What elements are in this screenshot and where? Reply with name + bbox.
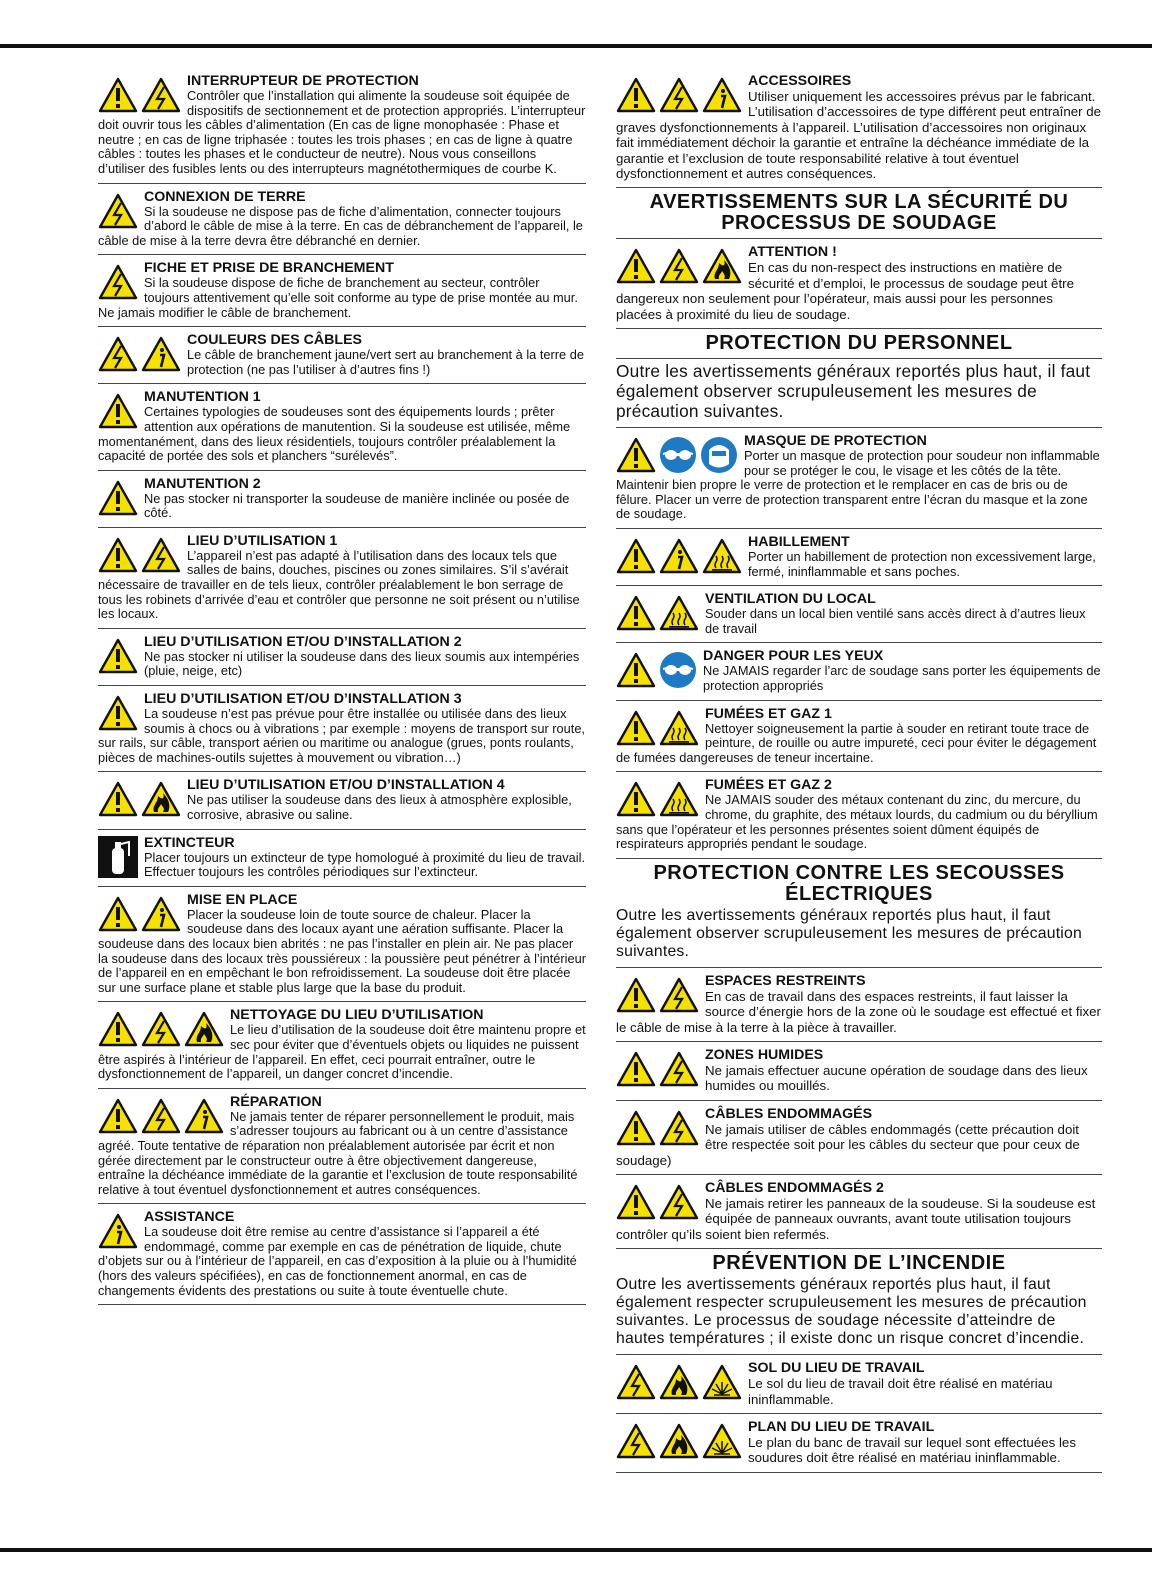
fire-icon bbox=[702, 248, 742, 284]
section-title: ACCESSOIRES bbox=[748, 73, 852, 89]
info-icon bbox=[702, 77, 742, 113]
warning-icon bbox=[98, 480, 138, 516]
fire-icon bbox=[141, 781, 181, 817]
warning-icon bbox=[616, 437, 656, 473]
section-habillement bbox=[616, 529, 1102, 586]
heading-fire-prevention: PRÉVENTION DE L’INCENDIE bbox=[712, 1252, 1006, 1275]
section-body: Placer la soudeuse loin de toute source de chaleur. Placer la soudeuse dans des locaux ayant une aération suffisante. Placer la soudeuse dans des locaux bien abrités : ne pas l’installer en plein air. Ne pas placer la soudeuse dans des locaux très poussiéreux : la poussière peut pénétrer à l’intérieur de l’appareil en en empêchant le bon refroidissement. La soudeuse doit être placée sur une surface plane et stable plus large que la base du produit. bbox=[98, 906, 586, 995]
section-title: ASSISTANCE bbox=[144, 1209, 235, 1226]
section-icons bbox=[616, 706, 699, 750]
section-body: L’appareil n’est pas adapté à l’utilisation dans des locaux tels que salles de bains, douches, piscines ou zones similaires. S’il s’avérait nécessaire de travailler en de tels lieux, contrôler préalablement le bon serrage de tous les robinets d’arrivée d’eau et contrôler que personne ne soit présent ou n’utilise les locaux. bbox=[98, 547, 580, 622]
section-title: CONNEXION DE TERRE bbox=[144, 188, 306, 205]
section-icons bbox=[98, 189, 138, 233]
section-title: HABILLEMENT bbox=[748, 534, 850, 551]
warning-icon bbox=[98, 781, 138, 817]
section-reparation bbox=[98, 1089, 586, 1205]
electric-icon bbox=[98, 193, 138, 229]
goggles-icon bbox=[659, 436, 697, 474]
section-icons bbox=[616, 973, 699, 1017]
electric-intro: Outre les avertissements généraux reportés plus haut, il faut également observer scrupuleusement les mesures de précaution suivantes. bbox=[616, 905, 1102, 968]
goggles-icon bbox=[659, 651, 697, 689]
info-icon bbox=[659, 538, 699, 574]
warning-icon bbox=[616, 248, 656, 284]
electric-icon bbox=[659, 1110, 699, 1146]
section-lieu-d-utilisation-1 bbox=[98, 528, 586, 629]
fire-icon bbox=[659, 1423, 699, 1459]
section-body: Ne jamais effectuer aucune opération de soudage dans des lieux humides ou mouillés. bbox=[705, 1062, 1088, 1094]
section-icons bbox=[616, 777, 699, 821]
section-icons bbox=[616, 1047, 699, 1091]
section-body: La soudeuse n’est pas prévue pour être installée ou utilisée dans des lieux soumis à chocs ou à vibrations ; par exemple : moyens de transport sur route, sur rails, sur câble, transport aérien ou maritime ou analogue (grues, ponts roulants, pièces de machines-outils sujettes à mouvement ou vibration…) bbox=[98, 706, 585, 765]
fire-intro: Outre les avertissements généraux reportés plus haut, il faut également respecter scrupuleusement les mesures de précaution suivantes. Le processus de soudage nécessite d’atteindre de hautes températures ; il existe donc un risque concret d’incendie. bbox=[616, 1274, 1102, 1355]
warning-icon bbox=[616, 1184, 656, 1220]
section-cables-endommages bbox=[616, 1101, 1102, 1175]
section-body: Souder dans un local bien ventilé sans accès direct à d’autres lieux de travail bbox=[705, 606, 1086, 636]
section-icons bbox=[98, 73, 181, 117]
section-body: Ne pas utiliser la soudeuse dans des lieux à atmosphère explosible, corrosive, abrasive ou saline. bbox=[187, 792, 572, 822]
section-espaces-restreints bbox=[616, 968, 1102, 1042]
section-body: Placer toujours un extincteur de type homologué à proximité du lieu de travail. Effectuer toujours les contrôles périodiques sur l’extincteur. bbox=[144, 849, 586, 880]
electric-icon bbox=[141, 537, 181, 573]
electric-icon bbox=[98, 264, 138, 300]
heat-icon bbox=[659, 781, 699, 817]
warning-icon bbox=[616, 781, 656, 817]
electric-icon bbox=[616, 1364, 656, 1400]
section-title: MANUTENTION 1 bbox=[144, 389, 261, 406]
section-title: EXTINCTEUR bbox=[144, 834, 235, 851]
warning-icon bbox=[98, 1098, 138, 1134]
section-cables-endommages-2 bbox=[616, 1175, 1102, 1249]
section-icons bbox=[98, 634, 138, 678]
fire-icon bbox=[659, 1364, 699, 1400]
section-title: FUMÉES ET GAZ 1 bbox=[705, 705, 832, 722]
section-icons bbox=[98, 389, 138, 433]
info-icon bbox=[141, 896, 181, 932]
section-icons bbox=[616, 1419, 742, 1463]
section-title: ESPACES RESTREINTS bbox=[705, 972, 866, 989]
section-body: Certaines typologies de soudeuses sont des équipements lourds ; prêter attention aux opérations de manutention. Si la soudeuse est utilisée, même momentanément, dans des lieux résidentiels, toujours contrôler préalablement la capacité de portée des sols et planchers “surélevés”. bbox=[98, 404, 571, 464]
section-title: LIEU D’UTILISATION ET/OU D’INSTALLATION 2 bbox=[144, 633, 462, 650]
section-masque-de-protection bbox=[616, 428, 1102, 529]
heading-process-safety: AVERTISSEMENTS SUR LA SÉCURITÉ DU PROCESSUS DE SOUDAGE bbox=[616, 188, 1102, 239]
info-icon bbox=[184, 1098, 224, 1134]
section-title: CÂBLES ENDOMMAGÉS 2 bbox=[705, 1180, 884, 1196]
heading-personnel-protection: PROTECTION DU PERSONNEL bbox=[616, 329, 1102, 359]
section-icons bbox=[98, 1094, 224, 1138]
section-interrupteur-de-protection bbox=[98, 68, 586, 184]
section-body: Ne pas stocker ni utiliser la soudeuse dans des lieux soumis aux intempéries (pluie, neige, etc) bbox=[144, 648, 580, 679]
section-icons bbox=[98, 332, 181, 376]
section-body: Contrôler que l’installation qui alimente la soudeuse soit équipée de dispositifs de sectionnement et de protection appropriés. L’interrupteur doit ouvrir tous les câbles d’alimentation (En cas de ligne monophasée : Phase et neutre ; en cas de ligne triphasée : toutes les trois phases ; en cas de ligne à quatre câbles : toutes les phases et le conducteur de neutre). Nous vous conseillons d’utiliser des fusibles lents ou des interrupteurs magnétothermiques de courbe K. bbox=[98, 88, 586, 176]
section-danger-pour-les-yeux bbox=[616, 643, 1102, 700]
section-icons bbox=[98, 533, 181, 577]
electric-icon bbox=[659, 248, 699, 284]
section-attention bbox=[616, 239, 1102, 329]
section-zones-humides bbox=[616, 1042, 1102, 1101]
warning-icon bbox=[98, 1011, 138, 1047]
section-title: MANUTENTION 2 bbox=[144, 475, 261, 492]
section-icons bbox=[616, 591, 699, 635]
section-lieu-d-utilisation-et-ou-d-installation-4 bbox=[98, 772, 586, 829]
electric-icon bbox=[141, 77, 181, 113]
section-manutention-1 bbox=[98, 384, 586, 470]
heading-electric-protection: PROTECTION CONTRE LES SECOUSSES ÉLECTRIQUES bbox=[653, 861, 1065, 905]
section-icons bbox=[98, 1209, 138, 1253]
section-icons bbox=[616, 244, 742, 288]
section-body: Ne jamais tenter de réparer personnellement le produit, mais s’adresser toujours au fabricant ou à un centre d’assistance agréé. Toute tentative de réparation non préalablement autorisée par écrit et non gérée directement par le constructeur outre à être objectivement dangereuse, entraîne la déchéance immédiate de la garantie et l’exclusion de toute responsabilité relative à tout éventuel dysfonctionnement et autres conséquences. bbox=[98, 1108, 578, 1197]
section-icons bbox=[616, 534, 742, 578]
section-icons bbox=[98, 476, 138, 520]
section-body: Ne pas stocker ni transporter la soudeuse de manière inclinée ou posée de côté. bbox=[144, 490, 570, 521]
section-title: FICHE ET PRISE DE BRANCHEMENT bbox=[144, 260, 394, 277]
warning-icon bbox=[98, 77, 138, 113]
electric-icon bbox=[659, 1051, 699, 1087]
extinguisher-icon bbox=[98, 836, 138, 878]
section-title: LIEU D’UTILISATION ET/OU D’INSTALLATION 4 bbox=[187, 777, 505, 794]
electric-icon bbox=[659, 1184, 699, 1220]
top-rule bbox=[0, 44, 1152, 48]
warning-icon bbox=[616, 977, 656, 1013]
section-title: SOL DU LIEU DE TRAVAIL bbox=[748, 1360, 925, 1377]
section-body: Ne jamais utiliser de câbles endommagés (cette précaution doit être respectée soit pour les câbles du secteur que pour ceux de soudage) bbox=[616, 1121, 1080, 1168]
heat-icon bbox=[659, 710, 699, 746]
section-fumees-et-gaz-2 bbox=[616, 772, 1102, 858]
mask-icon bbox=[700, 436, 738, 474]
section-title: LIEU D’UTILISATION 1 bbox=[187, 532, 338, 549]
section-connexion-de-terre bbox=[98, 184, 586, 256]
warning-icon bbox=[616, 1110, 656, 1146]
warning-icon bbox=[616, 595, 656, 631]
section-icons bbox=[98, 260, 138, 304]
section-title: ATTENTION ! bbox=[748, 244, 837, 261]
electric-icon bbox=[659, 77, 699, 113]
section-icons bbox=[98, 892, 181, 936]
electric-icon bbox=[98, 336, 138, 372]
section-couleurs-des-cables bbox=[98, 327, 586, 384]
section-body: Ne jamais retirer les panneaux de la soudeuse. Si la soudeuse est équipée de panneaux ouvrants, avant toute utilisation toujours contrôler qu’ils soient bien refermés. bbox=[616, 1196, 1096, 1242]
section-accessoires bbox=[616, 68, 1102, 188]
electric-icon bbox=[141, 1011, 181, 1047]
warning-icon bbox=[98, 638, 138, 674]
section-title: RÉPARATION bbox=[230, 1093, 322, 1110]
section-icons bbox=[616, 1180, 699, 1224]
section-title: COULEURS DES CÂBLES bbox=[187, 332, 362, 349]
section-title: CÂBLES ENDOMMAGÉS bbox=[705, 1105, 873, 1122]
section-body: Ne JAMAIS regarder l’arc de soudage sans porter les équipements de protection appropriés bbox=[703, 663, 1101, 693]
section-title: FUMÉES ET GAZ 2 bbox=[705, 777, 832, 794]
section-icons bbox=[616, 1106, 699, 1150]
section-ventilation-du-local bbox=[616, 586, 1102, 643]
section-title: PLAN DU LIEU DE TRAVAIL bbox=[748, 1419, 935, 1436]
section-lieu-d-utilisation-et-ou-d-installation-2 bbox=[98, 629, 586, 686]
warning-icon bbox=[616, 652, 656, 688]
warning-icon bbox=[98, 695, 138, 731]
section-icons bbox=[616, 648, 697, 692]
info-icon bbox=[98, 1213, 138, 1249]
section-title: ZONES HUMIDES bbox=[705, 1046, 824, 1063]
section-title: VENTILATION DU LOCAL bbox=[705, 591, 876, 608]
section-sol-du-lieu-de-travail bbox=[616, 1355, 1102, 1414]
section-icons bbox=[616, 433, 738, 477]
electric-icon bbox=[659, 977, 699, 1013]
section-body: Si la soudeuse dispose de fiche de branchement au secteur, contrôler toujours attentivement qu’elle soit conforme au type de prise montée au mur. Ne jamais modifier le câble de branchement. bbox=[98, 275, 578, 320]
section-icons bbox=[616, 1360, 742, 1404]
electric-icon bbox=[616, 1423, 656, 1459]
section-body: Utiliser uniquement les accessoires prévus par le fabricant. L’utilisation d’accessoires de type différent peut entraîner de graves dysfonctionnements à l’appareil. L’utilisation d’accessoires non originaux fait immédiatement déchoir la garantie et entraîne la déchéance immédiate de la garantie et l’exclusion de toute responsabilité relative à tout éventuel dysfonctionnement et autres conséquences. bbox=[616, 89, 1102, 182]
section-assistance bbox=[98, 1204, 586, 1305]
right-column bbox=[616, 68, 1102, 1473]
section-nettoyage-du-lieu-d-utilisation bbox=[98, 1002, 586, 1088]
section-body: Si la soudeuse ne dispose pas de fiche d’alimentation, connecter toujours d’abord le câble de mise à la terre. En cas de débranchement de l’appareil, le câble de mise à la terre devra être débranché en dernier. bbox=[98, 203, 583, 248]
section-mise-en-place bbox=[98, 887, 586, 1003]
section-icons bbox=[98, 835, 138, 879]
spark-icon bbox=[702, 1364, 742, 1400]
warning-icon bbox=[98, 393, 138, 429]
heat-icon bbox=[659, 595, 699, 631]
section-manutention-2 bbox=[98, 471, 586, 528]
section-title: INTERRUPTEUR DE PROTECTION bbox=[187, 73, 419, 89]
section-icons bbox=[98, 777, 181, 821]
warning-icon bbox=[616, 710, 656, 746]
section-fiche-et-prise-de-branchement bbox=[98, 255, 586, 327]
warning-icon bbox=[616, 538, 656, 574]
section-body: En cas du non-respect des instructions en matière de sécurité et d’emploi, le processus de soudage peut être dangereux non seulement pour l’opérateur, mais aussi pour les personnes placées à proximité du lieu de soudage. bbox=[616, 260, 1074, 322]
fire-icon bbox=[184, 1011, 224, 1047]
section-title: MISE EN PLACE bbox=[187, 891, 298, 908]
section-body: Porter un masque de protection pour soudeur non inflammable pour se protéger le cou, le visage et les côtés de la tête. Maintenir bien propre le verre de protection et le remplacer en cas de bris ou de fêlure. Placer un verre de protection transparent entre l’écran du masque et la zone de soudage. bbox=[616, 448, 1100, 522]
section-title: LIEU D’UTILISATION ET/OU D’INSTALLATION 3 bbox=[144, 691, 462, 708]
bottom-rule bbox=[0, 1548, 1152, 1552]
section-icons bbox=[98, 1007, 224, 1051]
warning-icon bbox=[98, 537, 138, 573]
info-icon bbox=[141, 336, 181, 372]
section-title: MASQUE DE PROTECTION bbox=[744, 433, 927, 450]
section-lieu-d-utilisation-et-ou-d-installation-3 bbox=[98, 686, 586, 772]
section-icons bbox=[616, 73, 742, 117]
section-body: Ne JAMAIS souder des métaux contenant du zinc, du mercure, du chrome, du graphite, des métaux lourds, du cadmium ou du béryllium sans que l’opérateur et les personnes présentes soient dûment équipés de respirateurs appropriés pendant le soudage. bbox=[616, 792, 1098, 852]
section-body: Le lieu d’utilisation de la soudeuse doit être maintenu propre et sec pour éviter que d’éventuels objets ou liquides ne puissent être aspirés à l’intérieur de l’appareil. En effet, ceci pourrait entraîner, outre le dysfonctionnement de l’appareil, un danger concret d’incendie. bbox=[98, 1022, 586, 1082]
warning-icon bbox=[616, 1051, 656, 1087]
section-title: NETTOYAGE DU LIEU D’UTILISATION bbox=[230, 1007, 484, 1024]
section-title: DANGER POUR LES YEUX bbox=[703, 648, 884, 665]
section-extincteur bbox=[98, 830, 586, 887]
section-body: Le sol du lieu de travail doit être réalisé en matériau ininflammable. bbox=[748, 1376, 1053, 1407]
spark-icon bbox=[702, 1423, 742, 1459]
section-plan-du-lieu-de-travail bbox=[616, 1414, 1102, 1473]
heat-icon bbox=[702, 538, 742, 574]
warning-icon bbox=[616, 77, 656, 113]
section-body: Porter un habillement de protection non excessivement large, fermé, ininflammable et sans poches. bbox=[748, 549, 1096, 579]
section-body: Le plan du banc de travail sur lequel sont effectuées les soudures doit être réalisé en matériau ininflammable. bbox=[748, 1435, 1076, 1466]
electric-icon bbox=[141, 1098, 181, 1134]
section-body: Le câble de branchement jaune/vert sert au branchement à la terre de protection (ne pas l’utiliser à d’autres fins !) bbox=[187, 347, 584, 377]
warning-icon bbox=[98, 896, 138, 932]
left-column bbox=[98, 68, 586, 1305]
section-body: En cas de travail dans des espaces restreints, il faut laisser la source d’énergie hors de la zone où le soudage est effectué et fixer le câble de mise à la terre à la pièce à travailler. bbox=[616, 988, 1101, 1035]
section-fumees-et-gaz-1 bbox=[616, 701, 1102, 773]
section-icons bbox=[98, 691, 138, 735]
section-body: La soudeuse doit être remise au centre d’assistance si l’appareil a été endommagé, comme par exemple en cas de pénétration de liquide, chute d’objets sur ou à l’intérieur de l’appareil, en cas d’exposition à la pluie ou à l’humidité (hors des valeurs spécifiées), en cas de fonctionnement anormal, en cas de changements évidents des prestations ou suite à toute éventuelle chute. bbox=[98, 1224, 577, 1298]
personnel-intro: Outre les avertissements généraux reportés plus haut, il faut également observer scrupuleusement les mesures de précaution suivantes. bbox=[616, 359, 1102, 428]
section-body: Nettoyer soigneusement la partie à souder en retirant toute trace de peinture, de rouille ou autre impureté, ceci pour éviter le dégagement de fumées dangereuses de teneur incertaine. bbox=[616, 720, 1097, 765]
